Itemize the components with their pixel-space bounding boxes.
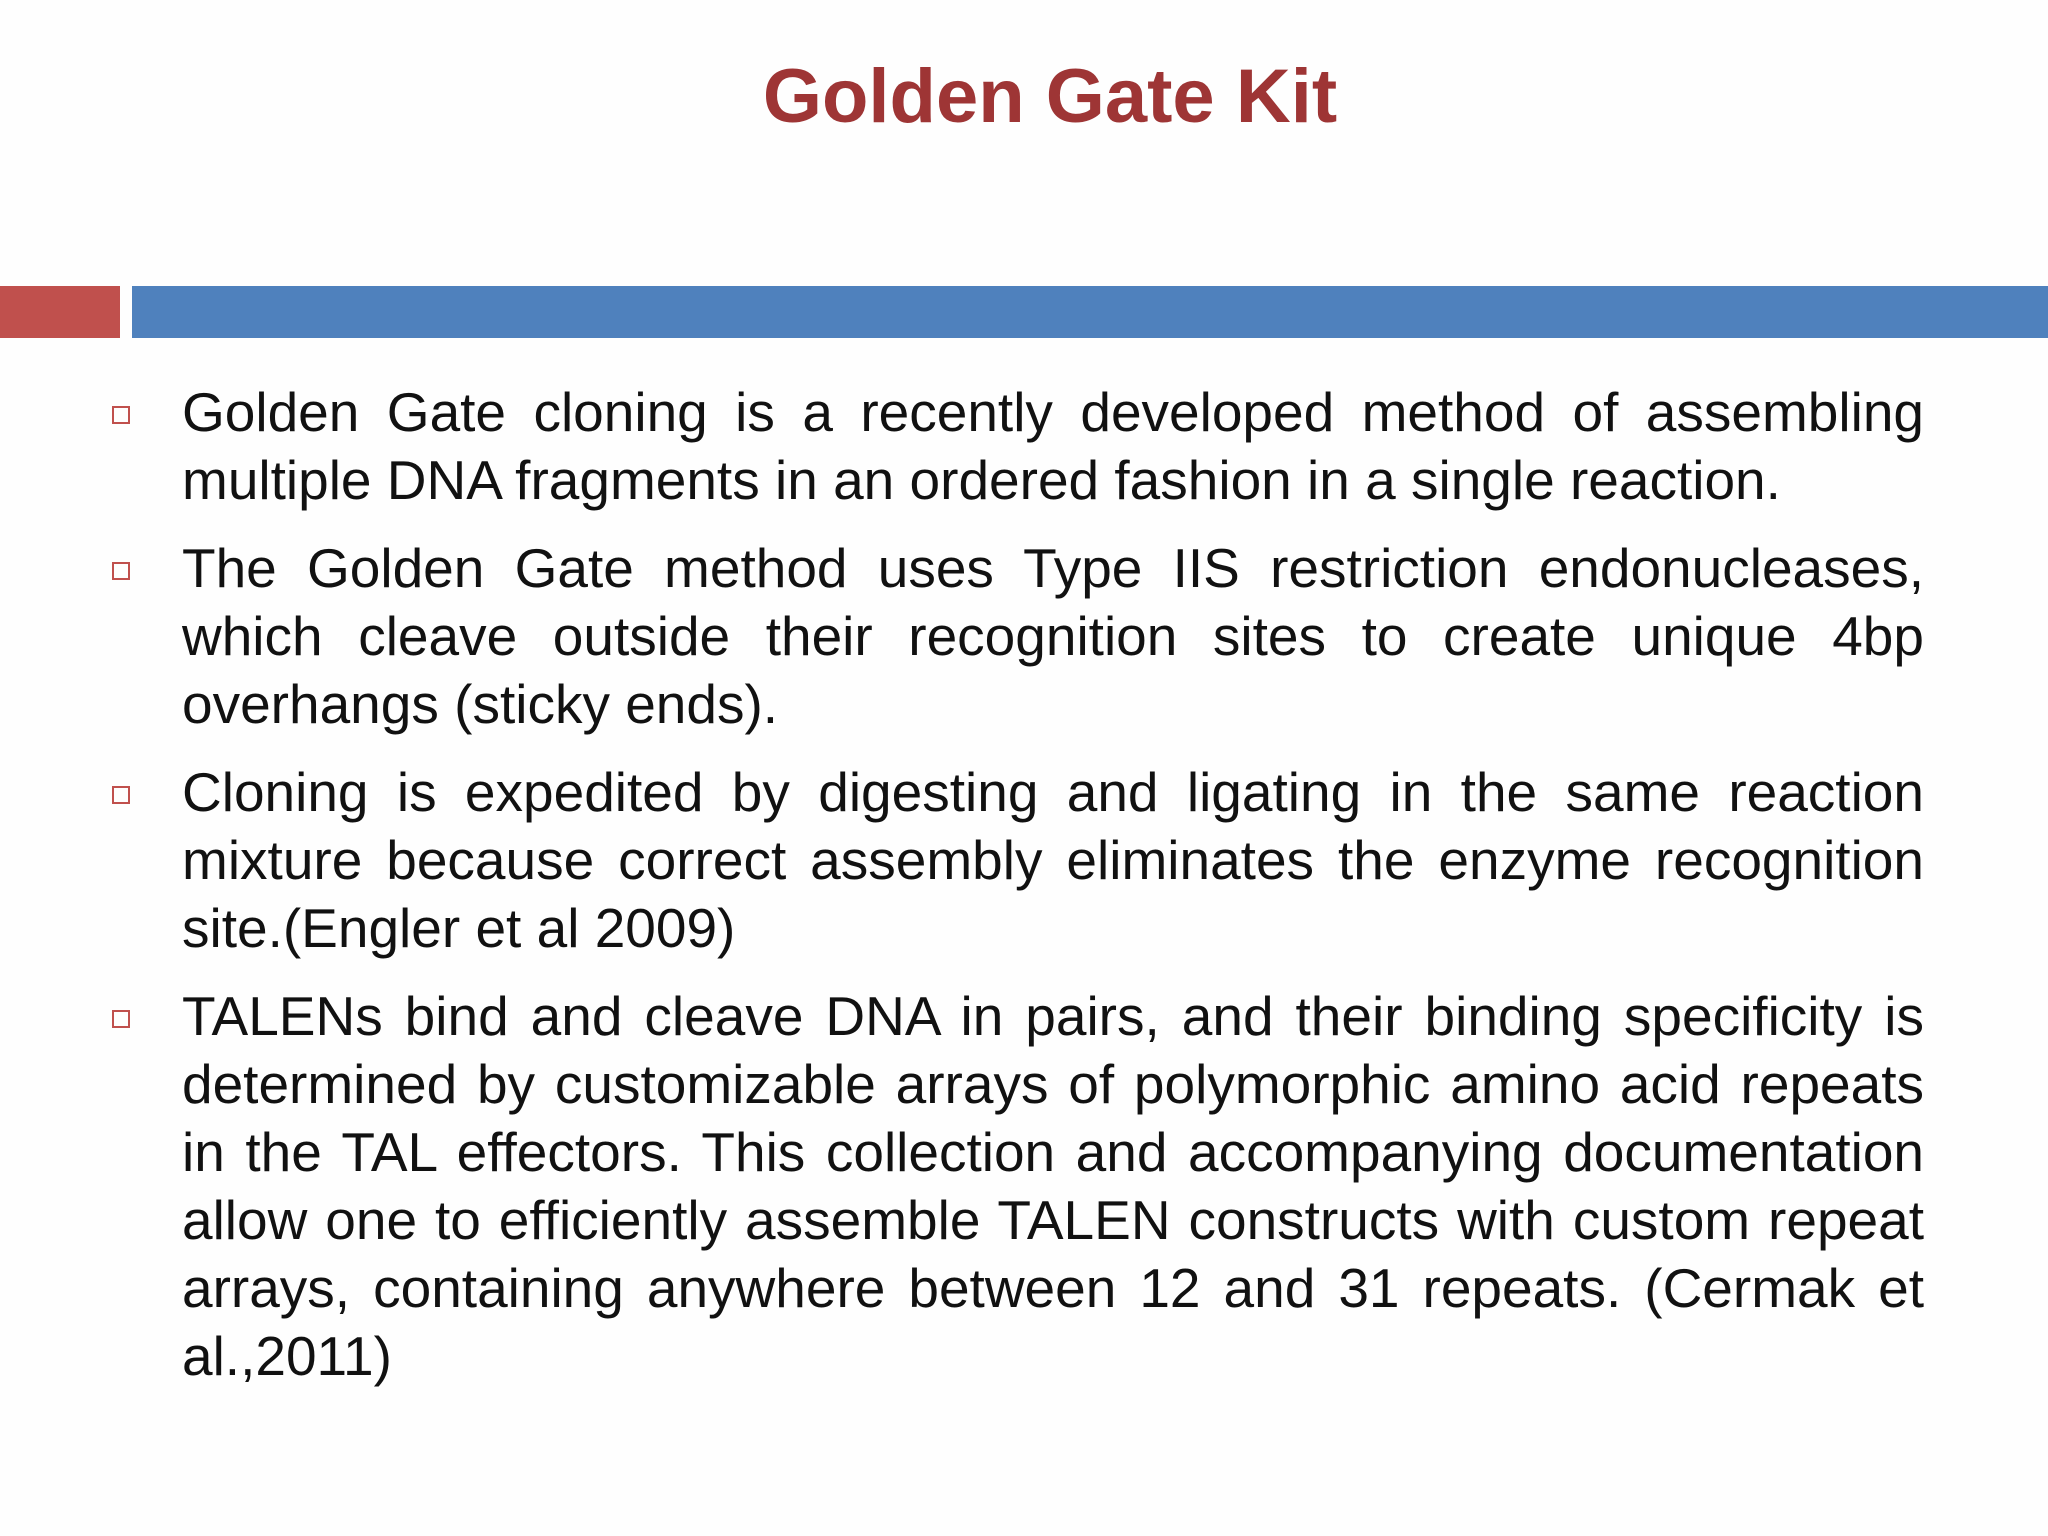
bullet-list bbox=[108, 378, 1924, 1410]
hollow-square-bullet-icon bbox=[112, 1010, 130, 1028]
bullet-text: TALENs bind and cleave DNA in pairs, and their binding specificity is determined by customizable arrays of polymorphic amino acid repeats in the TAL effectors. This collection and accompanying documentation allow one to efficiently assemble TALEN constructs with custom repeat arrays, containing anywhere between 12 and 31 repeats. (Cermak et al.,2011) bbox=[182, 985, 1924, 1387]
bullet-text: Golden Gate cloning is a recently developed method of assembling multiple DNA fragments in an ordered fashion in a single reaction. bbox=[182, 381, 1924, 511]
bullet-item bbox=[108, 378, 1924, 514]
hollow-square-bullet-icon bbox=[112, 406, 130, 424]
accent-bar-red bbox=[0, 286, 120, 338]
hollow-square-bullet-icon bbox=[112, 786, 130, 804]
bullet-item bbox=[108, 758, 1924, 962]
bullet-text: The Golden Gate method uses Type IIS restriction endonucleases, which cleave outside their recognition sites to create unique 4bp overhangs (sticky ends). bbox=[182, 537, 1924, 735]
slide-title: Golden Gate Kit bbox=[762, 54, 1338, 139]
bullet-text: Cloning is expedited by digesting and ligating in the same reaction mixture because correct assembly eliminates the enzyme recognition site.(Engler et al 2009) bbox=[182, 761, 1924, 959]
bullet-item bbox=[108, 534, 1924, 738]
accent-bar-blue bbox=[132, 286, 2048, 338]
bullet-item bbox=[108, 982, 1924, 1390]
hollow-square-bullet-icon bbox=[112, 562, 130, 580]
